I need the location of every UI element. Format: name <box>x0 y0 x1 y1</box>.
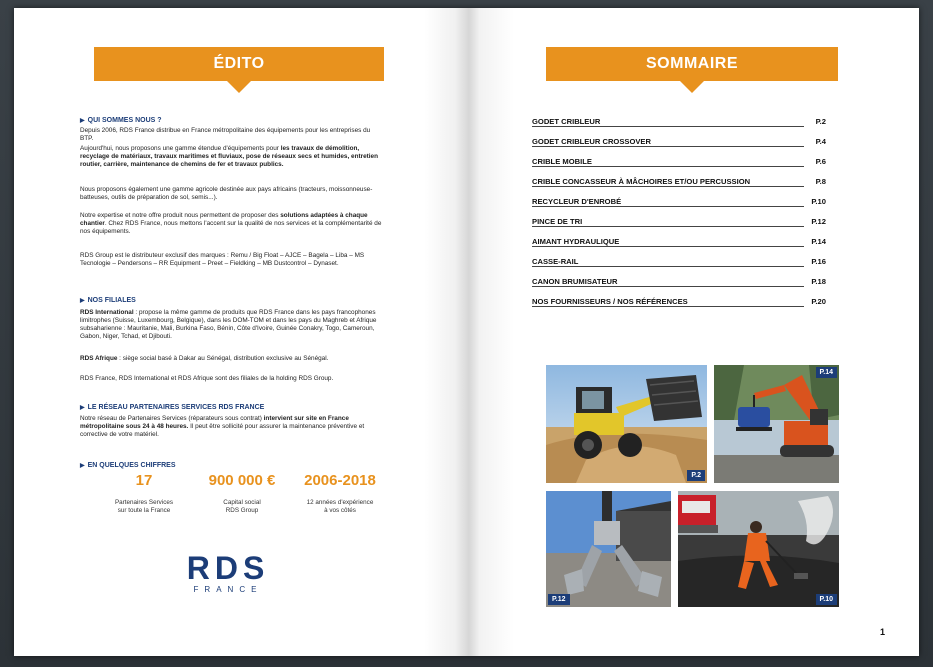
toc-row[interactable] <box>532 170 826 190</box>
qui-p2-bold: les travaux de démolition, recyclage de matériaux, travaux maritimes et fluviaux, pose de réseaux secs et humides, entretien routier, carrière, maintenance de chemins de fer et travaux publics. <box>80 145 379 169</box>
toc-row[interactable] <box>532 150 826 170</box>
filiales-paragraph-3: RDS France, RDS International et RDS Afrique sont des filiales de la holding RDS Group. <box>80 375 334 382</box>
edito-banner <box>94 47 384 81</box>
reseau-text: Notre réseau de Partenaires Services (réparateurs sous contrat) <box>80 415 264 422</box>
qui-p2-text: Aujourd'hui, nous proposons une gamme étendue d'équipements pour <box>80 145 281 152</box>
toc-page: P.8 <box>815 177 826 186</box>
stat-value-capital: 900 000 € <box>208 472 276 489</box>
toc-label: NOS FOURNISSEURS / NOS RÉFÉRENCES <box>532 297 688 306</box>
qui-paragraph-1: Depuis 2006, RDS France distribue en France métropolitaine des équipements pour les entreprises du BTP. <box>80 127 371 143</box>
stat-label-partners-2: sur toute la France <box>117 507 171 514</box>
toc-row[interactable] <box>532 290 826 310</box>
photo-asphalt-recycler <box>678 491 839 607</box>
filiales-paragraph-2 <box>80 355 385 363</box>
toc-leader <box>532 206 804 207</box>
toc-row[interactable] <box>532 250 826 270</box>
toc-label: CRIBLE CONCASSEUR À MÂCHOIRES ET/OU PERCUSSION <box>532 177 751 186</box>
edito-title: ÉDITO <box>213 55 265 72</box>
filiales-paragraph-1 <box>80 309 385 341</box>
page-number: 1 <box>880 627 886 637</box>
asphalt-recycler-illustration <box>678 491 839 607</box>
toc-leader <box>532 246 804 247</box>
toc-row[interactable] <box>532 190 826 210</box>
filiales-p2-bold: RDS Afrique <box>80 355 118 362</box>
toc-page: P.14 <box>811 237 826 246</box>
filiales-p1-text: : propose la même gamme de produits que RDS France dans les pays francophones limitrophes (Suisse, Luxembourg, Belgique), dans les DOM-TOM et dans les pays du Maghreb et Afrique subsaharienne : Mauritanie, Mali, Burkina Faso, Bénin, Côte d'Ivoire, Guinée Conakry, Togo, Cameroun, Gabon, Niger, Tchad, et Djibouti. <box>80 309 377 341</box>
sommaire-title: SOMMAIRE <box>646 55 738 72</box>
toc-page: P.10 <box>811 197 826 206</box>
section-title-filiales: ▶ NOS FILIALES <box>80 297 136 304</box>
toc-leader <box>532 266 804 267</box>
toc-label: GODET CRIBLEUR CROSSOVER <box>532 137 651 146</box>
filiales-p2-text: : siège social basé à Dakar au Sénégal, distribution exclusive au Sénégal. <box>117 355 329 362</box>
qui-p4-bold: solutions adaptées à chaque chantier <box>80 212 368 228</box>
sorting-grapple-illustration <box>546 491 671 607</box>
photo-tag-p12: P.12 <box>548 594 570 605</box>
toc-page: P.12 <box>811 217 826 226</box>
stat-label-years-1: 12 années d'expérience <box>306 499 374 506</box>
reseau-bold: intervient sur site en France métropolitaine sous 24 à 48 heures. <box>80 415 349 431</box>
toc-row[interactable] <box>532 110 826 130</box>
qui-paragraph-5: RDS Group est le distributeur exclusif des marques : Remu / Big Float – AJCE – Bagela – Liba – MS Tecnologie – Pendersons – RR Equipment – Preet – Fieldking – MB Dustcontrol – Dynaset. <box>80 252 365 268</box>
photo-tag-p14: P.14 <box>816 367 838 378</box>
toc-page: P.18 <box>811 277 826 286</box>
toc-label: PINCE DE TRI <box>532 217 583 226</box>
section-title-qui: ▶ QUI SOMMES NOUS ? <box>80 117 162 124</box>
screening-bucket-illustration <box>546 365 707 483</box>
stat-value-years: 2006-2018 <box>304 472 376 489</box>
logo-wordmark: RDS <box>186 550 270 586</box>
toc-row[interactable] <box>532 210 826 230</box>
stat-label-partners <box>102 499 186 515</box>
toc-leader <box>532 146 804 147</box>
sommaire-banner <box>546 47 838 81</box>
photo-screening-bucket <box>546 365 707 483</box>
qui-paragraph-3: Nous proposons également une gamme agricole destinée aux pays africains (tracteurs, moissonneuse-batteuses, outils de préparation de sol, semis...). <box>80 186 373 202</box>
section-title-reseau: ▶ LE RÉSEAU PARTENAIRES SERVICES RDS FRANCE <box>80 404 264 411</box>
toc-label: GODET CRIBLEUR <box>532 117 601 126</box>
filiales-p1-bold: RDS International <box>80 309 134 316</box>
qui-p4-text: Notre expertise et notre offre produit nous permettent de proposer des <box>80 212 281 219</box>
stat-label-years-2: à vos côtés <box>324 507 356 514</box>
toc-leader <box>532 286 804 287</box>
toc-page: P.16 <box>811 257 826 266</box>
toc-label: AIMANT HYDRAULIQUE <box>532 237 620 246</box>
photo-tag-p10: P.10 <box>816 594 838 605</box>
rds-logo <box>178 552 278 594</box>
section-title-chiffres: ▶ EN QUELQUES CHIFFRES <box>80 462 176 469</box>
hydraulic-magnet-illustration <box>714 365 839 483</box>
toc-label: CRIBLE MOBILE <box>532 157 592 166</box>
qui-paragraph-2 <box>80 145 385 169</box>
toc-leader <box>532 226 804 227</box>
toc-row[interactable] <box>532 230 826 250</box>
toc-leader <box>532 166 804 167</box>
stat-label-capital-2: RDS Group <box>225 507 259 514</box>
stat-label-capital-1: Capital social <box>223 499 261 506</box>
toc-leader <box>532 126 804 127</box>
qui-paragraph-4 <box>80 212 385 236</box>
toc-label: CANON BRUMISATEUR <box>532 277 618 286</box>
toc-page: P.6 <box>815 157 826 166</box>
stat-label-capital <box>200 499 284 515</box>
toc-page: P.20 <box>811 297 826 306</box>
photo-tag-p2: P.2 <box>687 470 705 481</box>
toc-leader <box>532 306 804 307</box>
toc-leader <box>532 186 804 187</box>
stat-label-partners-1: Partenaires Services <box>114 499 174 506</box>
photo-hydraulic-magnet <box>714 365 839 483</box>
qui-p4-text-end: . Chez RDS France, nous mettons l'accent sur la qualité de nos services et la complémentarité de nos équipements. <box>80 220 382 236</box>
toc-row[interactable] <box>532 270 826 290</box>
stat-value-partners: 17 <box>135 472 153 489</box>
reseau-text-end: Il peut être sollicité pour assurer la maintenance préventive et corrective de votre matériel. <box>80 423 365 439</box>
toc-page: P.4 <box>815 137 826 146</box>
reseau-paragraph <box>80 415 385 439</box>
stat-label-years <box>294 499 386 515</box>
book-spine <box>424 8 514 656</box>
photo-sorting-grapple <box>546 491 671 607</box>
logo-subtext: FRANCE <box>193 585 263 594</box>
toc-label: RECYCLEUR D'ENROBÉ <box>532 197 622 206</box>
toc-label: CASSE-RAIL <box>532 257 579 266</box>
toc-row[interactable] <box>532 130 826 150</box>
toc-page: P.2 <box>815 117 826 126</box>
